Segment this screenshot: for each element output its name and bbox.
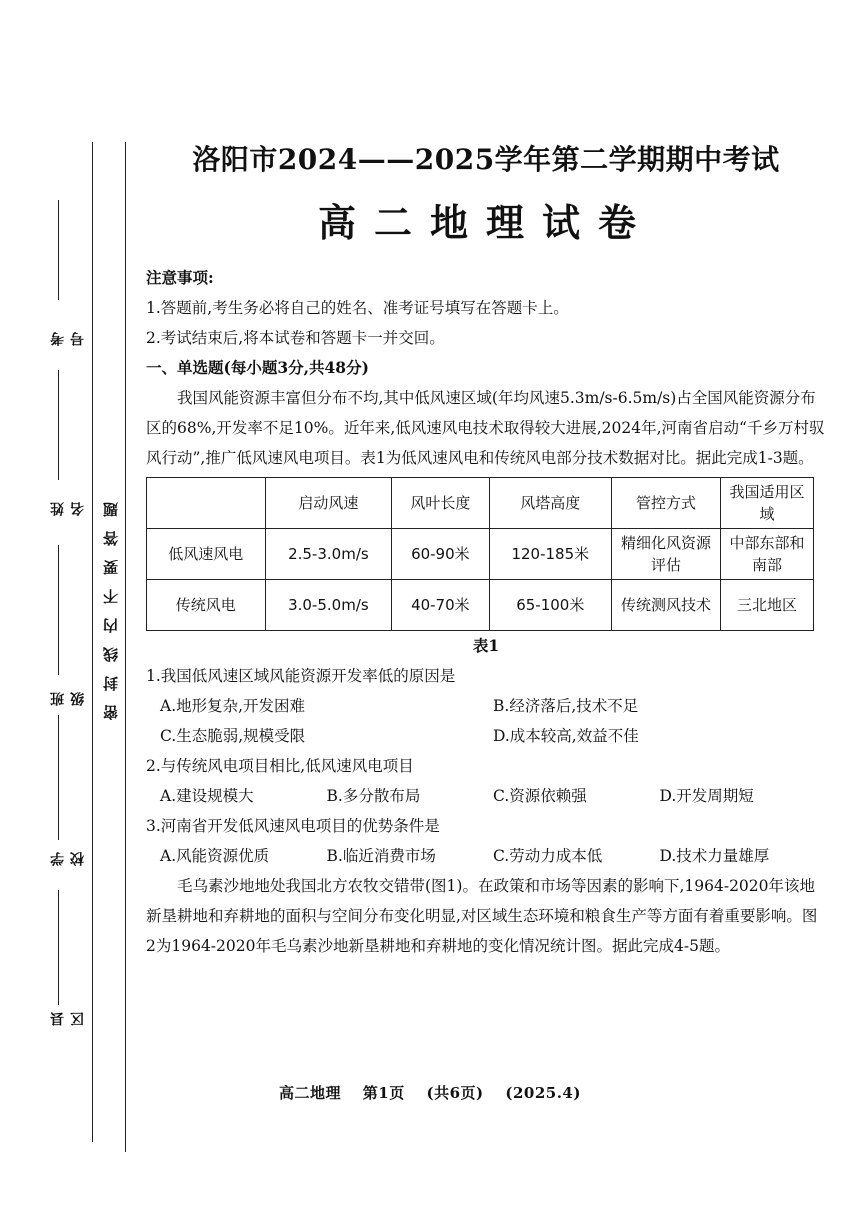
table-header-cell (147, 478, 266, 529)
option-b: B.临近消费市场 (326, 847, 436, 865)
name-label: 姓名 (50, 500, 86, 516)
table-cell: 低风速风电 (147, 529, 266, 580)
section-heading: 一、单选题(每小题3分,共48分) (146, 358, 369, 377)
question-options (146, 841, 826, 871)
option-d: D.开发周期短 (659, 787, 754, 805)
option-a: A.地形复杂,开发困难 (160, 697, 306, 715)
table-caption: 表1 (472, 636, 500, 655)
table-cell: 传统测风技术 (612, 580, 721, 631)
school-underline (58, 715, 59, 840)
option-b: B.经济落后,技术不足 (493, 697, 639, 715)
question-stem: 3.河南省开发低风速风电项目的优势条件是 (146, 817, 440, 835)
question-options (146, 781, 826, 811)
table-row (147, 529, 814, 580)
table-cell: 中部东部和南部 (721, 529, 814, 580)
table-header-cell: 风叶长度 (392, 478, 489, 529)
school-label: 学校 (50, 850, 86, 866)
county-label: 县区 (50, 1010, 86, 1026)
question-options (146, 691, 826, 751)
question-stem: 2.与传统风电项目相比,低风速风电项目 (146, 757, 414, 775)
footer-page: 第1页 (362, 1084, 405, 1102)
table-cell: 传统风电 (147, 580, 266, 631)
option-c: C.劳动力成本低 (493, 847, 603, 865)
exam-subtitle: 高二地理试卷 (317, 200, 654, 245)
exam-title: 洛阳市2024——2025学年第二学期期中考试 (192, 143, 780, 176)
exam-number-label: 考号 (50, 330, 86, 346)
table-cell: 120-185米 (489, 529, 611, 580)
table-header-cell: 风塔高度 (489, 478, 611, 529)
table-cell: 2.5-3.0m/s (265, 529, 392, 580)
page-footer (0, 1082, 860, 1103)
seal-warning: 密封线内不要答题 (102, 488, 120, 720)
table-cell: 3.0-5.0m/s (265, 580, 392, 631)
footer-date: (2025.4) (505, 1084, 581, 1102)
option-a: A.建设规模大 (160, 787, 254, 805)
table-header-cell: 启动风速 (265, 478, 392, 529)
option-c: C.生态脆弱,规模受限 (160, 727, 306, 745)
table-header-row (147, 478, 814, 529)
table-cell: 60-90米 (392, 529, 489, 580)
option-d: D.技术力量雄厚 (659, 847, 770, 865)
class-underline (58, 545, 59, 675)
notice-item: 2.考试结束后,将本试卷和答题卡一并交回。 (146, 329, 445, 347)
table-cell: 40-70米 (392, 580, 489, 631)
notice-heading: 注意事项: (146, 268, 214, 287)
option-c: C.资源依赖强 (493, 787, 587, 805)
comparison-table (146, 477, 814, 631)
passage-1: 我国风能资源丰富但分布不均,其中低风速区域(年均风速5.3m/s-6.5m/s)占全国风能资源分布区的68%,开发率不足10%。近年来,低风速风电技术取得较大进展,2024年,河南省启动“千乡万村驭风行动”,推广低风速风电项目。表1为低风速风电和传统风电部分技术数据对比。据此完成1-3题。 (146, 389, 825, 467)
notice-item: 1.答题前,考生务必将自己的姓名、准考证号填写在答题卡上。 (146, 299, 569, 317)
footer-total: (共6页) (426, 1084, 484, 1102)
footer-subject: 高二地理 (279, 1084, 342, 1102)
table-cell: 65-100米 (489, 580, 611, 631)
table-header-cell: 管控方式 (612, 478, 721, 529)
binding-line-inner (125, 142, 126, 1152)
binding-line-outer (92, 142, 93, 1142)
table-row (147, 580, 814, 631)
passage-2: 毛乌素沙地地处我国北方农牧交错带(图1)。在政策和市场等因素的影响下,1964-2020年该地新垦耕地和弃耕地的面积与空间分布变化明显,对区域生态环境和粮食生产等方面有着重要影响。图2为1964-2020年毛乌素沙地新垦耕地和弃耕地的变化情况统计图。据此完成4-5题。 (146, 877, 818, 955)
exam-content (146, 138, 826, 961)
option-b: B.多分散布局 (326, 787, 421, 805)
table-cell: 精细化风资源评估 (612, 529, 721, 580)
option-d: D.成本较高,效益不佳 (493, 727, 639, 745)
county-underline (58, 890, 59, 1005)
class-label: 班级 (50, 690, 86, 706)
name-underline (58, 370, 59, 480)
table-header-cell: 我国适用区域 (721, 478, 814, 529)
table-cell: 三北地区 (721, 580, 814, 631)
question-stem: 1.我国低风速区域风能资源开发率低的原因是 (146, 667, 456, 685)
option-a: A.风能资源优质 (160, 847, 270, 865)
exam-number-underline (58, 200, 59, 300)
